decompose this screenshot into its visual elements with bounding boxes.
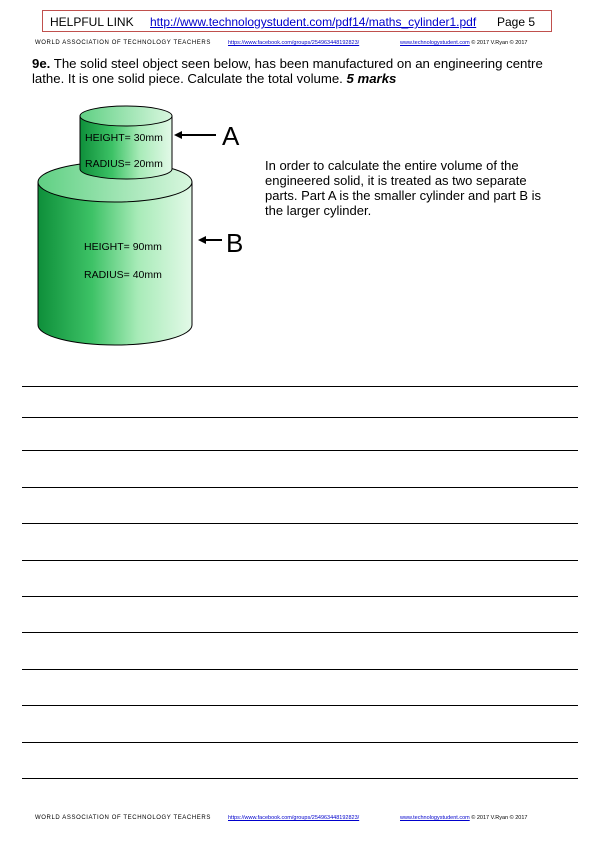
copyright-header: © 2017 V.Ryan © 2017 [471,40,528,46]
arrow-b [198,236,222,244]
part-a-letter: A [222,121,240,151]
answer-line[interactable] [22,417,578,418]
explanation-text: In order to calculate the entire volume of the engineered solid, it is treated as two separate parts. Part A is the smaller cylinder and part B is the larger cylinder. [265,158,542,218]
facebook-link-header[interactable]: https://www.facebook.com/groups/254963448192823/ [228,40,360,46]
copyright-footer: © 2017 V.Ryan © 2017 [471,815,528,821]
answer-line[interactable] [22,632,578,633]
answer-line[interactable] [22,596,578,597]
cylinder-b [38,162,192,345]
facebook-link-footer[interactable]: https://www.facebook.com/groups/254963448192823/ [228,815,360,821]
site-copyright-footer [400,815,527,821]
helpful-link-label: HELPFUL LINK [50,15,134,29]
site-link-footer[interactable]: www.technologystudent.com [400,815,470,821]
answer-line[interactable] [22,778,578,779]
page-number: Page 5 [497,15,536,29]
answer-line[interactable] [22,669,578,670]
association-footer: WORLD ASSOCIATION OF TECHNOLOGY TEACHERS [35,815,211,821]
answer-line[interactable] [22,487,578,488]
part-b-radius-label: RADIUS= 40mm [84,269,162,281]
answer-line[interactable] [22,386,578,387]
part-a-height-label: HEIGHT= 30mm [85,132,163,144]
answer-line[interactable] [22,705,578,706]
association-header: WORLD ASSOCIATION OF TECHNOLOGY TEACHERS [35,40,211,46]
answer-line[interactable] [22,450,578,451]
question-body: The solid steel object seen below, has been manufactured on an engineering centre lathe. It is one solid piece. Calculate the total volume. [32,56,543,86]
part-a-radius-label: RADIUS= 20mm [85,158,163,170]
answer-line[interactable] [22,742,578,743]
arrow-a [174,131,216,139]
answer-line[interactable] [22,560,578,561]
question-number: 9e. [32,56,51,71]
part-b-letter: B [226,228,244,258]
question-marks: 5 marks [346,71,397,86]
part-b-height-label: HEIGHT= 90mm [84,241,162,253]
site-link-header[interactable]: www.technologystudent.com [400,40,470,46]
answer-line[interactable] [22,523,578,524]
helpful-link[interactable]: http://www.technologystudent.com/pdf14/maths_cylinder1.pdf [150,15,477,29]
